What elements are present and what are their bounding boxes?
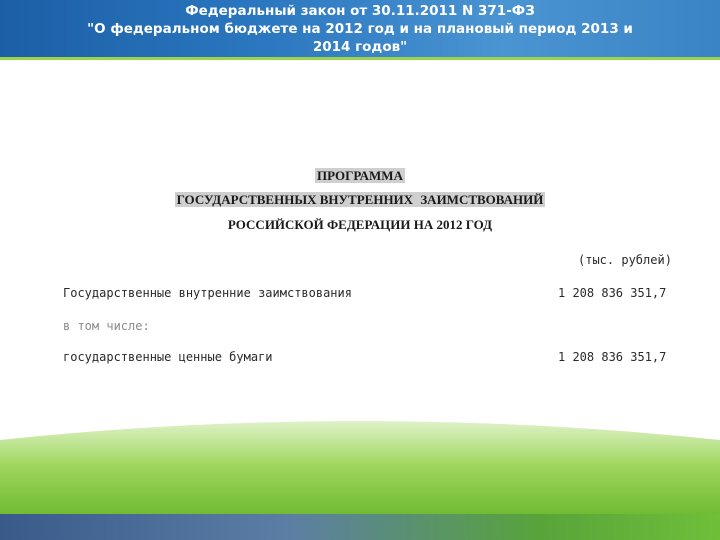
row-1-value: 1 208 836 351,7 — [558, 286, 667, 300]
subtitle-pre: ГОСУДАРСТВЕННЫХ ВНУТРЕННИХ — [176, 192, 417, 207]
row-2-label: в том числе: — [63, 319, 150, 333]
program-subtitle — [0, 192, 720, 208]
row-1-label: Государственные внутренние заимствования — [63, 286, 352, 300]
slide-title — [0, 2, 720, 56]
program-word: ПРОГРАММА — [317, 168, 403, 183]
subtitle-highlight: ЗАИМСТВОВАНИЙ — [420, 192, 544, 207]
title-line-3: 2014 годов" — [312, 39, 408, 55]
row-3-label: государственные ценные бумаги — [63, 350, 273, 364]
bottom-strip — [0, 514, 720, 540]
row-3-value: 1 208 836 351,7 — [558, 350, 667, 364]
title-line-1: Федеральный закон от 30.11.2011 N 371-ФЗ — [185, 3, 535, 19]
title-line-2: "О федеральном бюджете на 2012 год и на плановый период 2013 и — [87, 21, 633, 37]
unit-label: (тыс. рублей) — [578, 253, 672, 267]
green-wave-decoration — [0, 420, 720, 520]
program-country-year: РОССИЙСКОЙ ФЕДЕРАЦИИ НА 2012 ГОД — [227, 217, 493, 232]
header-banner — [0, 0, 720, 60]
program-title — [0, 168, 720, 184]
